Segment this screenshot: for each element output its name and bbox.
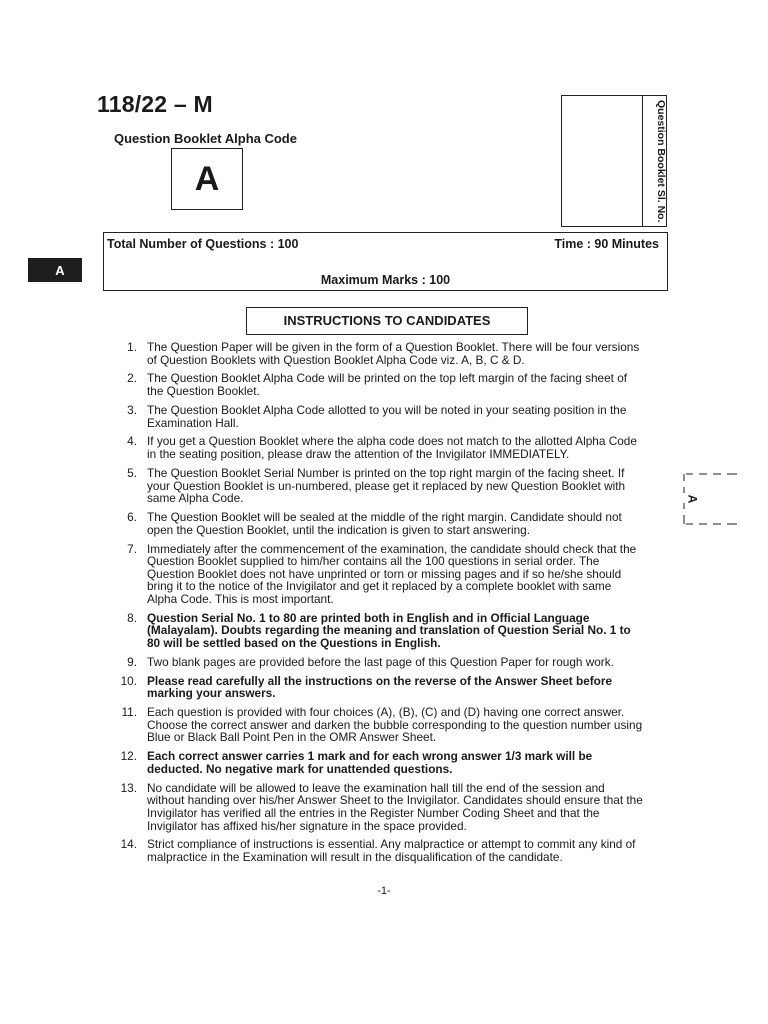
instruction-number: 9. — [127, 654, 137, 669]
instruction-text: The Question Booklet will be sealed at the middle of the right margin. Candidate should not open the Question Booklet, until the indication is given to start answering. — [147, 510, 622, 537]
instruction-item — [111, 656, 644, 669]
instruction-number: 7. — [127, 541, 137, 556]
instruction-text: Please read carefully all the instructions on the reverse of the Answer Sheet before marking your answers. — [147, 673, 613, 701]
instruction-number: 12. — [120, 749, 137, 764]
instruction-number: 3. — [127, 402, 137, 417]
instruction-item — [111, 543, 644, 606]
instruction-item — [111, 675, 644, 700]
alpha-code-box: A — [171, 148, 243, 210]
total-questions: Total Number of Questions : 100 — [107, 237, 299, 251]
instruction-item — [111, 838, 644, 863]
alpha-code-label: Question Booklet Alpha Code — [114, 131, 297, 146]
instruction-number: 6. — [127, 510, 137, 525]
instructions-title: INSTRUCTIONS TO CANDIDATES — [246, 307, 528, 335]
instruction-number: 2. — [127, 371, 137, 386]
instruction-item — [111, 511, 644, 536]
instruction-text: The Question Booklet Serial Number is printed on the top right margin of the facing sheet. If your Question Booklet is un-numbered, please get it replaced by new Question Booklet with same Alpha Code. — [147, 465, 626, 506]
serial-number-label: Question Booklet Sl. No. — [655, 100, 667, 223]
instruction-text: Strict compliance of instructions is essential. Any malpractice or attempt to commit any kind of malpractice in the Examination will result in the disqualification of the candidate. — [147, 837, 636, 865]
instruction-number: 8. — [127, 610, 137, 625]
instruction-number: 4. — [127, 434, 137, 449]
instruction-number: 13. — [120, 780, 137, 795]
exam-info-box — [103, 232, 668, 291]
instruction-text: Immediately after the commencement of the examination, the candidate should check that the Question Booklet supplied to him/her contains all the 100 questions in serial order. The Question Booklet does not have unprinted or torn or missing pages and if so he/she should bring it to the notice of the Invigilator and get it replaced by a complete booklet with same Alpha Code. This is most important. — [147, 541, 637, 606]
instruction-number: 10. — [120, 673, 137, 688]
instruction-text: No candidate will be allowed to leave the examination hall till the end of the session and without handing over his/her Answer Sheet to the Invigilator. Candidates should ensure that the Invigilator has verified all the entries in the Register Number Coding Sheet and that the Invigilator has affixed his/her signature in the space provided. — [147, 780, 643, 833]
instruction-number: 5. — [127, 465, 137, 480]
time-limit: Time : 90 Minutes — [554, 237, 659, 251]
instruction-item — [111, 341, 644, 366]
seal-margin-letter: A — [685, 494, 700, 504]
instruction-text: If you get a Question Booklet where the alpha code does not match to the allotted Alpha Code in the seating position, please draw the attention of the Invigilator IMMEDIATELY. — [147, 434, 637, 462]
instruction-item — [111, 612, 644, 650]
serial-number-box — [561, 95, 667, 227]
serial-label-strip — [642, 96, 666, 226]
instruction-text: Each correct answer carries 1 mark and for each wrong answer 1/3 mark will be deducted. No negative mark for unattended questions. — [147, 749, 593, 776]
side-alpha-tab: A — [28, 258, 82, 282]
instruction-text: The Question Booklet Alpha Code will be printed on the top left margin of the facing sheet of the Question Booklet. — [147, 371, 628, 399]
instructions-list — [111, 341, 644, 870]
instruction-item — [111, 404, 644, 429]
maximum-marks: Maximum Marks : 100 — [320, 273, 451, 287]
instruction-number: 14. — [120, 837, 137, 852]
page-number: -1- — [377, 885, 391, 897]
instruction-text: The Question Booklet Alpha Code allotted to you will be noted in your seating position in the Examination Hall. — [147, 402, 627, 430]
instruction-item — [111, 435, 644, 460]
instruction-text: The Question Paper will be given in the form of a Question Booklet. There will be four versions of Question Booklets with Question Booklet Alpha Code viz. A, B, C & D. — [147, 340, 640, 367]
instruction-item — [111, 467, 644, 505]
instruction-item — [111, 782, 644, 832]
instruction-number: 1. — [127, 340, 137, 354]
instruction-text: Two blank pages are provided before the last page of this Question Paper for rough work. — [147, 654, 614, 669]
instruction-text: Each question is provided with four choices (A), (B), (C) and (D) having one correct answer. Choose the correct answer and darken the bubble corresponding to the question number using Blue or Black Ball Point Pen in the OMR Answer Sheet. — [147, 705, 643, 745]
instruction-item — [111, 706, 644, 744]
instruction-item — [111, 372, 644, 397]
instruction-item — [111, 750, 644, 775]
booklet-code: 118/22 – M — [97, 91, 213, 117]
instruction-text: Question Serial No. 1 to 80 are printed both in English and in Official Language (Malayalam). Doubts regarding the meaning and translation of Question Serial No. 1 to 80 will be settled based on the Questions in English. — [147, 610, 631, 650]
instruction-number: 11. — [121, 705, 137, 720]
